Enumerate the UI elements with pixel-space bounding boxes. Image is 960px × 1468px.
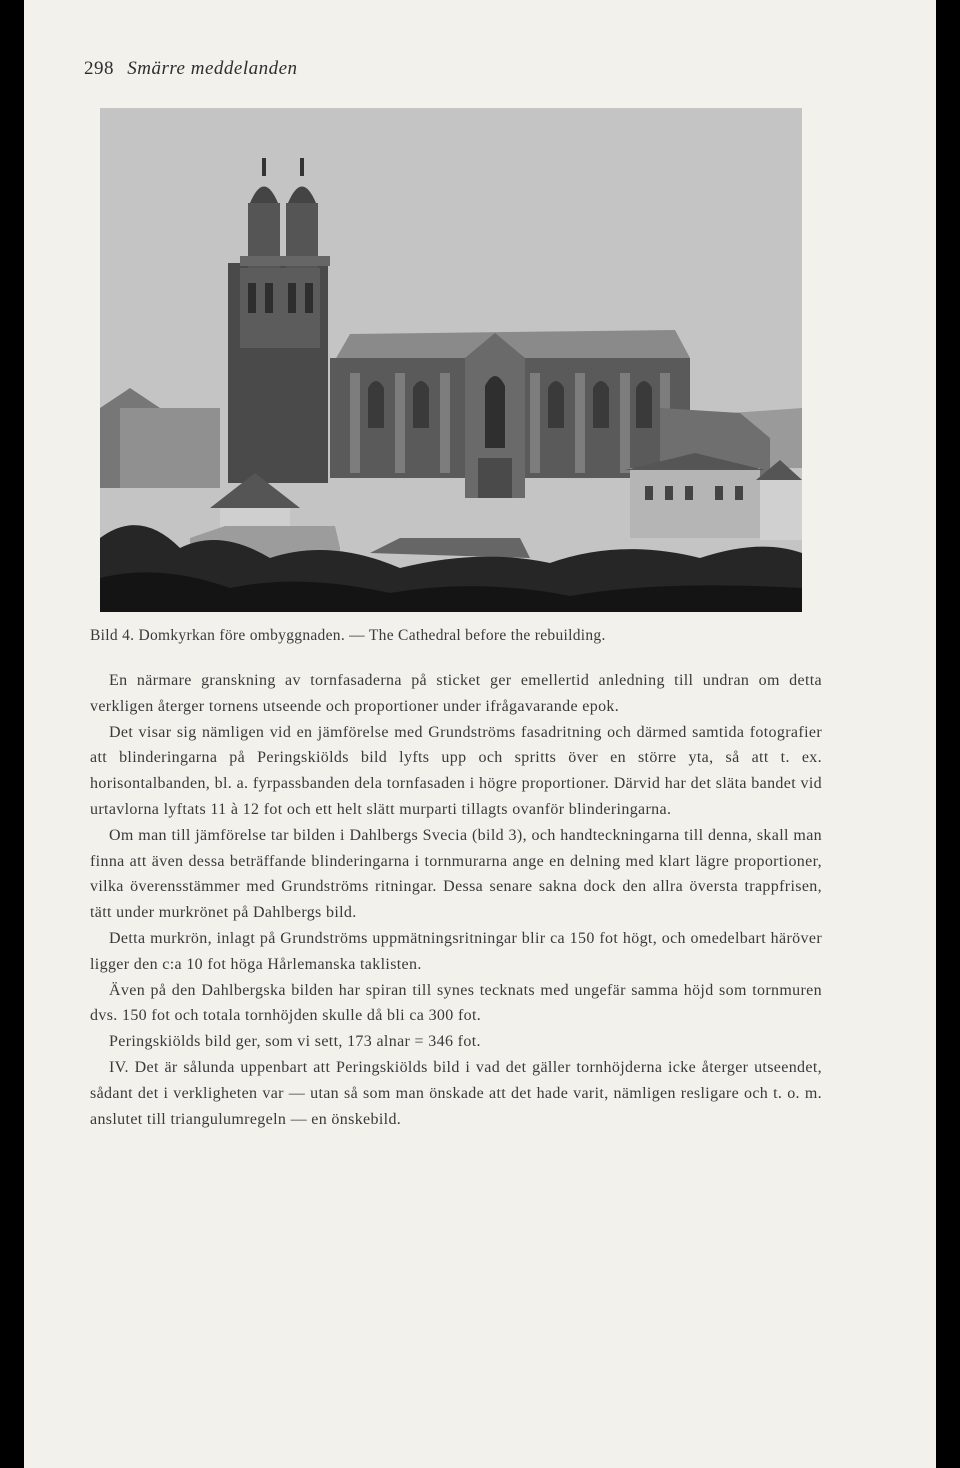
paragraph: IV. Det är sålunda uppenbart att Peringskiölds bild i vad det gäller tornhöjderna icke återger utseendet, sådant det i verkligheten var — utan så som man önskade att det hade varit, nämligen resligare och t. o. m. anslutet till triangulumregeln — en önskebild. xyxy=(90,1058,822,1128)
running-title: Smärre meddelanden xyxy=(127,58,298,79)
book-page xyxy=(24,0,936,1468)
page-number: 298 xyxy=(84,58,114,79)
running-header xyxy=(84,58,298,80)
paragraph: En närmare granskning av tornfasaderna på sticket ger emellertid anledning till undran om detta verkligen återger tornens utseende och proportioner under ifrågavarande epok. xyxy=(90,672,822,715)
cathedral-illustration xyxy=(100,108,802,612)
cathedral-photograph xyxy=(100,108,802,612)
paragraph: Detta murkrön, inlagt på Grundströms uppmätningsritningar blir ca 150 fot högt, och omedelbart häröver ligger den c:a 10 fot höga Hårlemanska taklisten. xyxy=(90,929,822,973)
figure-caption: Bild 4. Domkyrkan före ombyggnaden. — The Cathedral before the rebuilding. xyxy=(90,627,606,644)
paragraph: Om man till jämförelse tar bilden i Dahlbergs Svecia (bild 3), och handteckningarna till denna, skall man finna att även dessa beträffande blinderingarna i tornmurarna ange en delning med klart lägre proportioner, vilka överensstämmer med Grundströms ritningar. Dessa senare sakna dock den allra översta trappfrisen, tätt under murkrönet på Dahlbergs bild. xyxy=(90,826,822,922)
body-text xyxy=(90,668,822,1132)
paragraph: Även på den Dahlbergska bilden har spiran till synes tecknats med ungefär samma höjd som tornmuren dvs. 150 fot och totala tornhöjden skulle då bli ca 300 fot. xyxy=(90,981,822,1025)
paragraph: Peringskiölds bild ger, som vi sett, 173 alnar = 346 fot. xyxy=(109,1033,481,1051)
paragraph: Det visar sig nämligen vid en jämförelse med Grundströms fasadritning och därmed samtida fotografier att blinderingarna på Peringskiölds bild lyfts upp och spritts över en större yta, så att t. ex. horisontalbanden, bl. a. fyrpassbanden dela tornfasaden i högre proportioner. Därvid har det släta bandet vid urtavlorna lyftats 11 à 12 fot och ett helt slätt murparti tillagts ovanför blinderingarna. xyxy=(90,723,822,818)
